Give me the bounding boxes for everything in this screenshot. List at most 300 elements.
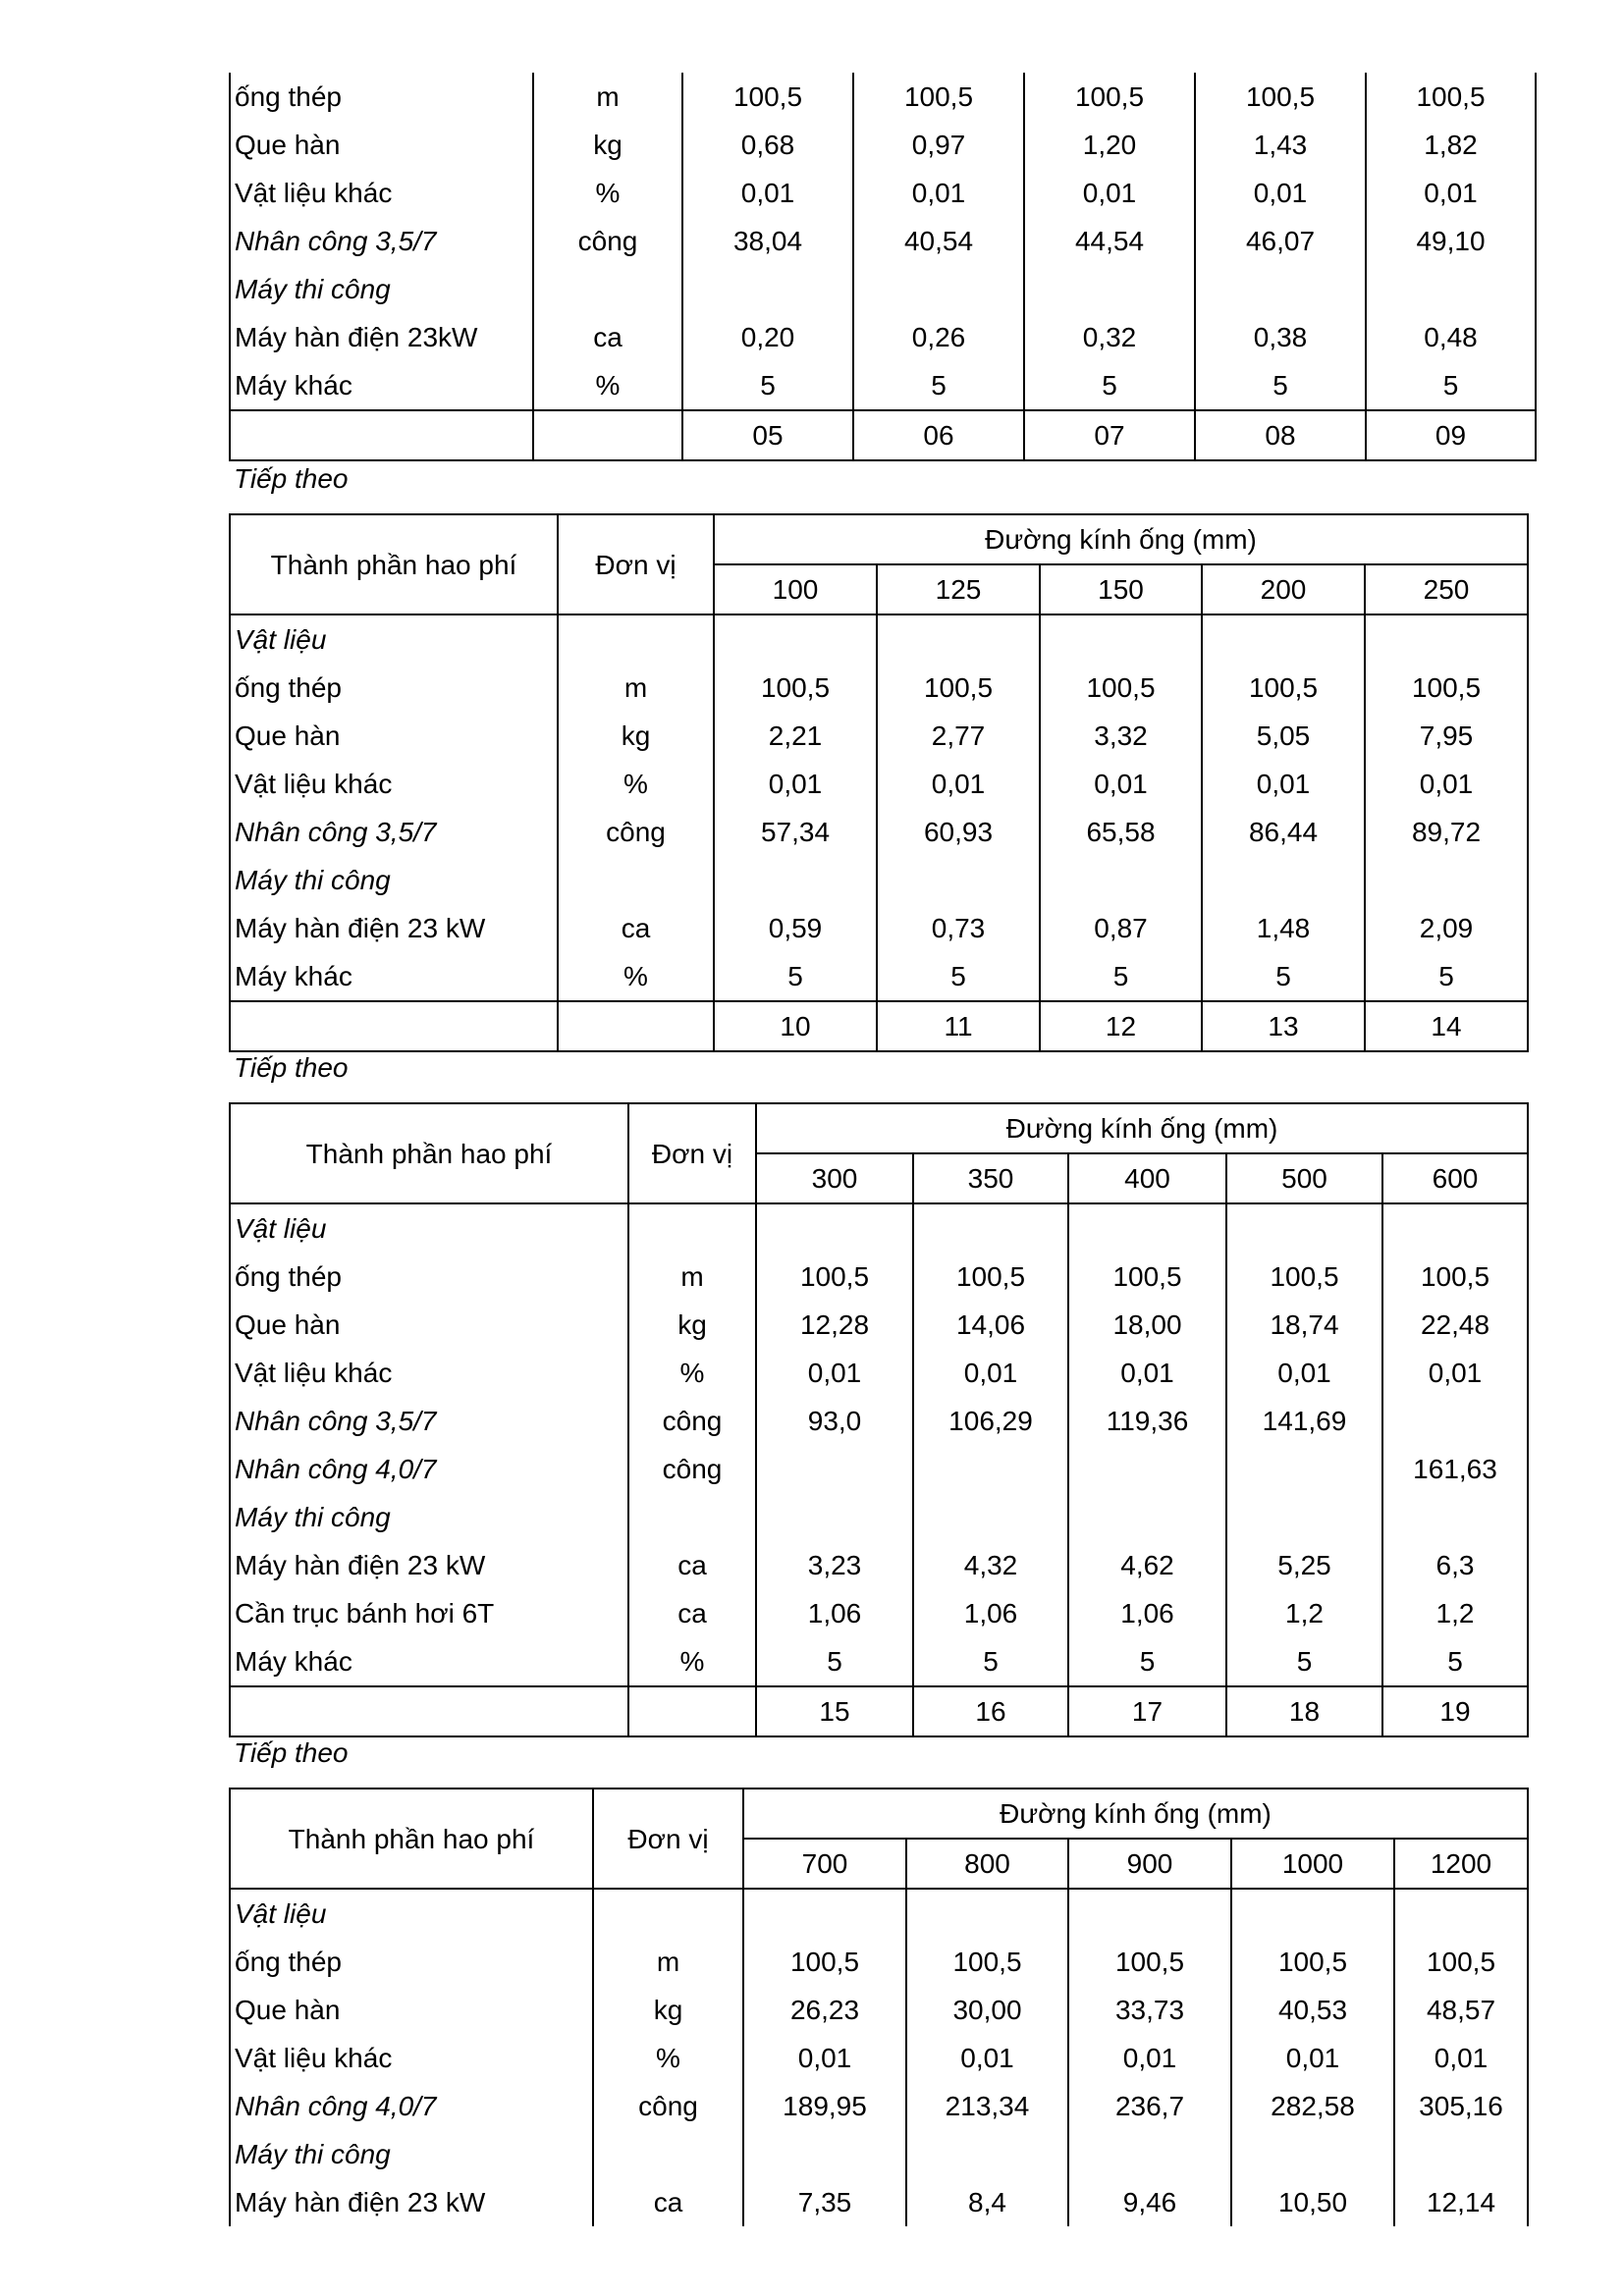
table-row — [230, 760, 1528, 808]
value-cell: 0,01 — [913, 1349, 1068, 1397]
row-label: Nhân công 4,0/7 — [230, 2082, 593, 2130]
table-row — [230, 904, 1528, 952]
value-cell: 100,5 — [1068, 1253, 1226, 1301]
table-row — [230, 1889, 1528, 1938]
diameter-cell: 300 — [756, 1153, 913, 1203]
header-diameter-group: Đường kính ống (mm) — [743, 1789, 1528, 1839]
value-cell: 5 — [853, 361, 1024, 410]
value-cell — [1226, 1203, 1382, 1253]
value-cell: 1,43 — [1195, 121, 1366, 169]
value-cell — [1068, 1889, 1231, 1938]
code-cell: 07 — [1024, 410, 1195, 460]
row-unit — [628, 1493, 756, 1541]
value-cell: 0,01 — [877, 760, 1040, 808]
value-cell: 5 — [1366, 361, 1536, 410]
row-label: Cần trục bánh hơi 6T — [230, 1589, 628, 1637]
value-cell: 22,48 — [1382, 1301, 1528, 1349]
value-cell: 100,5 — [1226, 1253, 1382, 1301]
header-component: Thành phần hao phí — [230, 1103, 628, 1203]
value-cell: 100,5 — [743, 1938, 906, 1986]
value-cell: 100,5 — [853, 73, 1024, 121]
value-cell: 2,09 — [1365, 904, 1528, 952]
value-cell: 48,57 — [1394, 1986, 1528, 2034]
value-cell: 60,93 — [877, 808, 1040, 856]
value-cell: 10,50 — [1231, 2178, 1394, 2226]
value-cell: 0,01 — [1068, 1349, 1226, 1397]
table-row — [230, 313, 1536, 361]
value-cell: 4,62 — [1068, 1541, 1226, 1589]
value-cell: 100,5 — [1231, 1938, 1394, 1986]
value-cell — [1195, 265, 1366, 313]
value-cell: 12,14 — [1394, 2178, 1528, 2226]
row-unit: công — [558, 808, 714, 856]
norm-table-700-1200 — [229, 1788, 1529, 2226]
value-cell — [743, 1889, 906, 1938]
row-label: Nhân công 4,0/7 — [230, 1445, 628, 1493]
row-unit: m — [628, 1253, 756, 1301]
table-row — [230, 169, 1536, 217]
row-unit: công — [628, 1397, 756, 1445]
table-row — [230, 1349, 1528, 1397]
value-cell: 189,95 — [743, 2082, 906, 2130]
diameter-cell: 1000 — [1231, 1839, 1394, 1889]
table-row — [230, 1397, 1528, 1445]
value-cell: 1,82 — [1366, 121, 1536, 169]
value-cell: 100,5 — [913, 1253, 1068, 1301]
code-cell: 13 — [1202, 1001, 1365, 1051]
value-cell: 7,35 — [743, 2178, 906, 2226]
value-cell: 57,34 — [714, 808, 877, 856]
value-cell — [913, 1203, 1068, 1253]
value-cell — [1024, 265, 1195, 313]
table-row — [230, 808, 1528, 856]
row-label: Nhân công 3,5/7 — [230, 808, 558, 856]
table-row — [230, 2178, 1528, 2226]
value-cell: 0,68 — [682, 121, 853, 169]
value-cell: 5,25 — [1226, 1541, 1382, 1589]
value-cell: 0,87 — [1040, 904, 1202, 952]
code-cell: 05 — [682, 410, 853, 460]
row-label: Máy thi công — [230, 1493, 628, 1541]
value-cell: 1,2 — [1226, 1589, 1382, 1637]
value-cell: 0,01 — [1040, 760, 1202, 808]
table-row — [230, 1986, 1528, 2034]
row-label: Que hàn — [230, 1986, 593, 2034]
value-cell — [1226, 1445, 1382, 1493]
value-cell — [853, 265, 1024, 313]
value-cell — [906, 2130, 1068, 2178]
value-cell: 5,05 — [1202, 712, 1365, 760]
row-label: ống thép — [230, 73, 533, 121]
value-cell: 5 — [1365, 952, 1528, 1001]
table-row — [230, 1445, 1528, 1493]
value-cell: 0,01 — [682, 169, 853, 217]
value-cell: 5 — [1382, 1637, 1528, 1686]
code-cell: 16 — [913, 1686, 1068, 1736]
row-unit — [628, 1203, 756, 1253]
value-cell: 6,3 — [1382, 1541, 1528, 1589]
row-unit: m — [533, 73, 682, 121]
row-label: Nhân công 3,5/7 — [230, 1397, 628, 1445]
value-cell: 0,01 — [1365, 760, 1528, 808]
code-row-label — [230, 1001, 558, 1051]
value-cell: 161,63 — [1382, 1445, 1528, 1493]
value-cell — [1040, 614, 1202, 664]
table-row — [230, 856, 1528, 904]
value-cell — [913, 1493, 1068, 1541]
code-row — [230, 410, 1536, 460]
value-cell — [1366, 265, 1536, 313]
value-cell: 18,74 — [1226, 1301, 1382, 1349]
code-row — [230, 1686, 1528, 1736]
value-cell: 1,06 — [756, 1589, 913, 1637]
header-unit: Đơn vị — [593, 1789, 743, 1889]
value-cell: 0,01 — [1068, 2034, 1231, 2082]
code-cell: 08 — [1195, 410, 1366, 460]
value-cell: 38,04 — [682, 217, 853, 265]
code-row-unit — [533, 410, 682, 460]
value-cell: 8,4 — [906, 2178, 1068, 2226]
diameter-cell: 100 — [714, 564, 877, 614]
row-label: Máy khác — [230, 952, 558, 1001]
table-row — [230, 712, 1528, 760]
table-row — [230, 1938, 1528, 1986]
code-cell: 12 — [1040, 1001, 1202, 1051]
row-label: Que hàn — [230, 121, 533, 169]
diameter-cell: 800 — [906, 1839, 1068, 1889]
value-cell: 65,58 — [1040, 808, 1202, 856]
value-cell: 46,07 — [1195, 217, 1366, 265]
value-cell: 49,10 — [1366, 217, 1536, 265]
table-row — [230, 2034, 1528, 2082]
code-cell: 11 — [877, 1001, 1040, 1051]
value-cell — [877, 856, 1040, 904]
value-cell: 40,53 — [1231, 1986, 1394, 2034]
value-cell: 30,00 — [906, 1986, 1068, 2034]
value-cell: 100,5 — [1382, 1253, 1528, 1301]
header-diameter-group: Đường kính ống (mm) — [756, 1103, 1528, 1153]
value-cell: 89,72 — [1365, 808, 1528, 856]
row-unit: ca — [628, 1541, 756, 1589]
value-cell: 5 — [1040, 952, 1202, 1001]
header-unit: Đơn vị — [558, 514, 714, 614]
row-unit: % — [628, 1637, 756, 1686]
value-cell: 40,54 — [853, 217, 1024, 265]
code-cell: 10 — [714, 1001, 877, 1051]
value-cell: 0,01 — [1226, 1349, 1382, 1397]
value-cell: 0,48 — [1366, 313, 1536, 361]
value-cell — [756, 1203, 913, 1253]
value-cell — [756, 1493, 913, 1541]
value-cell: 86,44 — [1202, 808, 1365, 856]
diameter-cell: 500 — [1226, 1153, 1382, 1203]
row-label: Máy khác — [230, 1637, 628, 1686]
value-cell — [1365, 614, 1528, 664]
code-cell: 17 — [1068, 1686, 1226, 1736]
value-cell: 0,01 — [743, 2034, 906, 2082]
table-body — [230, 1203, 1528, 1736]
value-cell: 0,01 — [1202, 760, 1365, 808]
value-cell: 141,69 — [1226, 1397, 1382, 1445]
value-cell: 0,01 — [1231, 2034, 1394, 2082]
table-row — [230, 664, 1528, 712]
code-cell: 06 — [853, 410, 1024, 460]
value-cell — [1068, 1493, 1226, 1541]
diameter-cell: 150 — [1040, 564, 1202, 614]
value-cell — [1382, 1397, 1528, 1445]
continuation-note: Tiếp theo — [234, 1052, 349, 1083]
value-cell: 33,73 — [1068, 1986, 1231, 2034]
value-cell: 7,95 — [1365, 712, 1528, 760]
row-unit — [558, 856, 714, 904]
row-label: Que hàn — [230, 1301, 628, 1349]
row-label: Máy thi công — [230, 2130, 593, 2178]
continuation-note: Tiếp theo — [234, 1737, 349, 1768]
value-cell: 0,38 — [1195, 313, 1366, 361]
value-cell: 3,23 — [756, 1541, 913, 1589]
value-cell: 106,29 — [913, 1397, 1068, 1445]
value-cell: 5 — [1024, 361, 1195, 410]
row-unit: công — [593, 2082, 743, 2130]
value-cell: 100,5 — [1394, 1938, 1528, 1986]
value-cell: 1,06 — [1068, 1589, 1226, 1637]
row-unit: % — [533, 361, 682, 410]
value-cell: 100,5 — [1202, 664, 1365, 712]
table-row — [230, 614, 1528, 664]
value-cell: 0,26 — [853, 313, 1024, 361]
value-cell: 100,5 — [1024, 73, 1195, 121]
table-row — [230, 217, 1536, 265]
table-row — [230, 952, 1528, 1001]
row-label: Vật liệu khác — [230, 1349, 628, 1397]
row-unit: ca — [628, 1589, 756, 1637]
row-label: Máy thi công — [230, 856, 558, 904]
value-cell — [1068, 1445, 1226, 1493]
value-cell: 282,58 — [1231, 2082, 1394, 2130]
diameter-cell: 200 — [1202, 564, 1365, 614]
value-cell — [714, 856, 877, 904]
table-body — [230, 73, 1536, 460]
value-cell: 2,77 — [877, 712, 1040, 760]
code-row-label — [230, 1686, 628, 1736]
row-unit: % — [533, 169, 682, 217]
table-body — [230, 614, 1528, 1051]
norm-table-10-14 — [229, 513, 1529, 1052]
code-row — [230, 1001, 1528, 1051]
value-cell — [1202, 856, 1365, 904]
table-row — [230, 361, 1536, 410]
value-cell: 93,0 — [756, 1397, 913, 1445]
diameter-cell: 125 — [877, 564, 1040, 614]
value-cell — [913, 1445, 1068, 1493]
value-cell — [1040, 856, 1202, 904]
value-cell: 9,46 — [1068, 2178, 1231, 2226]
row-unit: % — [558, 952, 714, 1001]
value-cell: 5 — [1202, 952, 1365, 1001]
value-cell: 0,01 — [853, 169, 1024, 217]
diameter-cell: 400 — [1068, 1153, 1226, 1203]
diameter-cell: 350 — [913, 1153, 1068, 1203]
value-cell — [1394, 1889, 1528, 1938]
value-cell: 100,5 — [1365, 664, 1528, 712]
header-component: Thành phần hao phí — [230, 1789, 593, 1889]
value-cell: 100,5 — [1195, 73, 1366, 121]
value-cell — [1226, 1493, 1382, 1541]
value-cell: 5 — [1226, 1637, 1382, 1686]
value-cell: 1,2 — [1382, 1589, 1528, 1637]
diameter-cell: 250 — [1365, 564, 1528, 614]
table-row — [230, 1541, 1528, 1589]
value-cell: 0,01 — [1394, 2034, 1528, 2082]
diameter-cell: 900 — [1068, 1839, 1231, 1889]
value-cell — [906, 1889, 1068, 1938]
header-diameter-group: Đường kính ống (mm) — [714, 514, 1528, 564]
row-label: Vật liệu khác — [230, 169, 533, 217]
code-row-label — [230, 410, 533, 460]
value-cell: 0,01 — [1382, 1349, 1528, 1397]
value-cell: 0,20 — [682, 313, 853, 361]
row-label: Máy hàn điện 23kW — [230, 313, 533, 361]
row-unit: kg — [593, 1986, 743, 2034]
value-cell — [682, 265, 853, 313]
code-cell: 18 — [1226, 1686, 1382, 1736]
code-cell: 14 — [1365, 1001, 1528, 1051]
value-cell: 100,5 — [682, 73, 853, 121]
header-component: Thành phần hao phí — [230, 514, 558, 614]
value-cell — [1068, 1203, 1226, 1253]
value-cell: 119,36 — [1068, 1397, 1226, 1445]
value-cell: 236,7 — [1068, 2082, 1231, 2130]
value-cell: 305,16 — [1394, 2082, 1528, 2130]
value-cell: 5 — [714, 952, 877, 1001]
value-cell: 44,54 — [1024, 217, 1195, 265]
row-unit: kg — [533, 121, 682, 169]
row-label: Máy khác — [230, 361, 533, 410]
row-label: Máy hàn điện 23 kW — [230, 2178, 593, 2226]
code-cell: 09 — [1366, 410, 1536, 460]
value-cell — [1394, 2130, 1528, 2178]
table-body — [230, 1889, 1528, 2226]
row-label: Que hàn — [230, 712, 558, 760]
value-cell — [1068, 2130, 1231, 2178]
row-unit: % — [593, 2034, 743, 2082]
row-unit — [558, 614, 714, 664]
row-label: Nhân công 3,5/7 — [230, 217, 533, 265]
row-label: ống thép — [230, 1253, 628, 1301]
value-cell — [1365, 856, 1528, 904]
table-row — [230, 2130, 1528, 2178]
value-cell: 1,06 — [913, 1589, 1068, 1637]
row-unit: kg — [558, 712, 714, 760]
row-label: Máy hàn điện 23 kW — [230, 904, 558, 952]
value-cell: 5 — [877, 952, 1040, 1001]
code-row-unit — [628, 1686, 756, 1736]
value-cell — [877, 614, 1040, 664]
code-cell: 19 — [1382, 1686, 1528, 1736]
diameter-cell: 1200 — [1394, 1839, 1528, 1889]
value-cell: 0,73 — [877, 904, 1040, 952]
table-row — [230, 2082, 1528, 2130]
table-row — [230, 1637, 1528, 1686]
value-cell: 5 — [913, 1637, 1068, 1686]
value-cell: 100,5 — [1068, 1938, 1231, 1986]
norm-table-15-19 — [229, 1102, 1529, 1737]
row-label: Vật liệu khác — [230, 2034, 593, 2082]
table-row — [230, 1589, 1528, 1637]
table-row — [230, 121, 1536, 169]
value-cell: 100,5 — [877, 664, 1040, 712]
value-cell: 0,01 — [714, 760, 877, 808]
value-cell: 0,32 — [1024, 313, 1195, 361]
row-unit — [593, 2130, 743, 2178]
table-row — [230, 1203, 1528, 1253]
row-unit: m — [593, 1938, 743, 1986]
value-cell: 18,00 — [1068, 1301, 1226, 1349]
value-cell — [1202, 614, 1365, 664]
row-unit: công — [628, 1445, 756, 1493]
value-cell: 0,59 — [714, 904, 877, 952]
row-unit: kg — [628, 1301, 756, 1349]
value-cell: 213,34 — [906, 2082, 1068, 2130]
row-unit — [593, 1889, 743, 1938]
value-cell: 5 — [1195, 361, 1366, 410]
row-unit: ca — [558, 904, 714, 952]
row-label: Vật liệu — [230, 1203, 628, 1253]
row-unit: ca — [593, 2178, 743, 2226]
value-cell: 0,01 — [1366, 169, 1536, 217]
row-label: Vật liệu — [230, 1889, 593, 1938]
value-cell: 100,5 — [714, 664, 877, 712]
value-cell — [1231, 2130, 1394, 2178]
table-row — [230, 73, 1536, 121]
value-cell: 100,5 — [1366, 73, 1536, 121]
value-cell: 5 — [756, 1637, 913, 1686]
row-unit: m — [558, 664, 714, 712]
row-unit: % — [558, 760, 714, 808]
value-cell — [1231, 1889, 1394, 1938]
value-cell: 14,06 — [913, 1301, 1068, 1349]
value-cell — [743, 2130, 906, 2178]
value-cell: 0,01 — [756, 1349, 913, 1397]
table-row — [230, 265, 1536, 313]
value-cell — [714, 614, 877, 664]
table-row — [230, 1493, 1528, 1541]
value-cell: 0,01 — [906, 2034, 1068, 2082]
value-cell: 1,48 — [1202, 904, 1365, 952]
value-cell: 26,23 — [743, 1986, 906, 2034]
row-unit: % — [628, 1349, 756, 1397]
value-cell: 0,01 — [1024, 169, 1195, 217]
code-cell: 15 — [756, 1686, 913, 1736]
row-label: ống thép — [230, 1938, 593, 1986]
row-label: ống thép — [230, 664, 558, 712]
value-cell: 5 — [682, 361, 853, 410]
value-cell — [756, 1445, 913, 1493]
value-cell: 1,20 — [1024, 121, 1195, 169]
value-cell: 12,28 — [756, 1301, 913, 1349]
table-row — [230, 1301, 1528, 1349]
value-cell: 0,01 — [1195, 169, 1366, 217]
header-unit: Đơn vị — [628, 1103, 756, 1203]
value-cell — [1382, 1493, 1528, 1541]
code-row-unit — [558, 1001, 714, 1051]
value-cell: 4,32 — [913, 1541, 1068, 1589]
value-cell: 100,5 — [906, 1938, 1068, 1986]
diameter-cell: 700 — [743, 1839, 906, 1889]
value-cell: 2,21 — [714, 712, 877, 760]
row-label: Máy hàn điện 23 kW — [230, 1541, 628, 1589]
continuation-note: Tiếp theo — [234, 463, 349, 494]
